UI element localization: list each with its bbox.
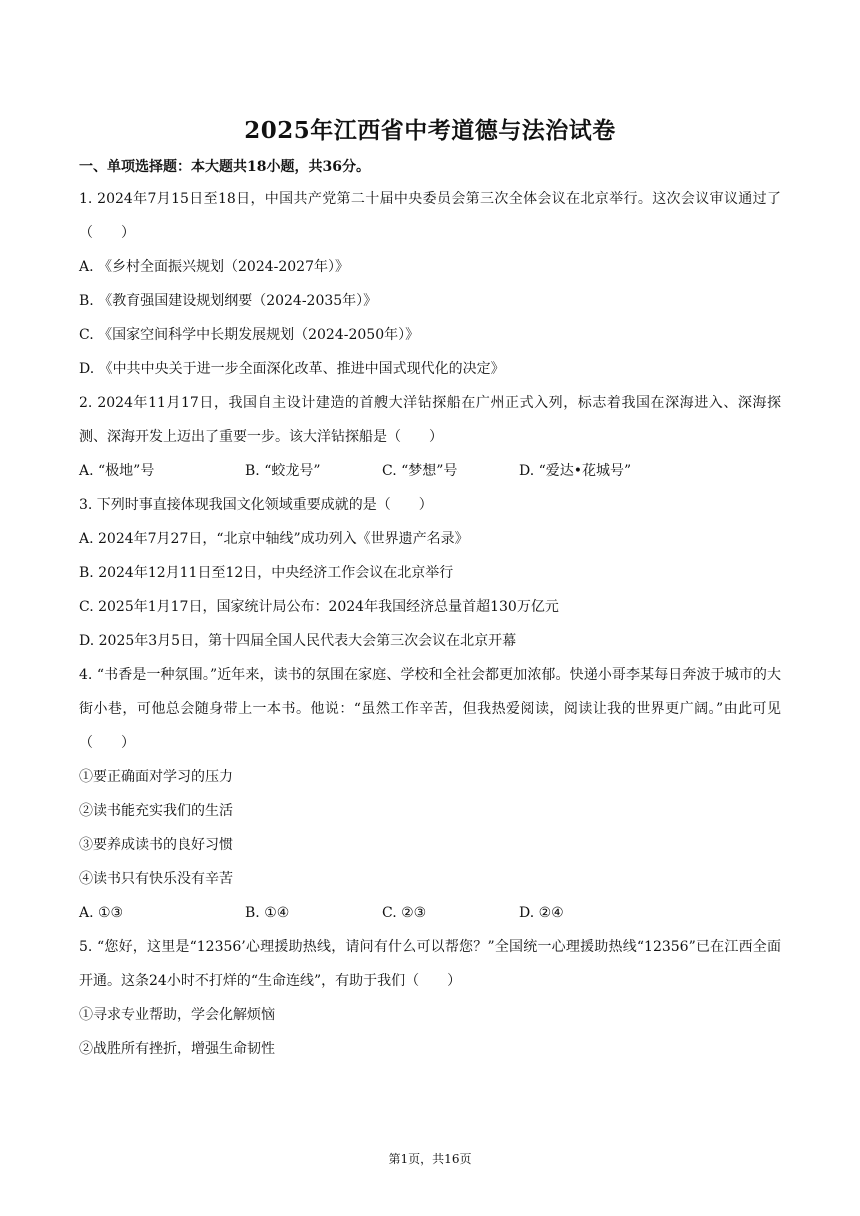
question-2-option-c: C. “梦想”号: [382, 463, 458, 479]
question-4-option-d: D. ②④: [519, 905, 564, 921]
question-1-stem: 1. 2024年7月15日至18日，中国共产党第二十届中央委员会第三次全体会议在北京举行。这次会议审议通过了（ ）: [79, 191, 781, 241]
question-4-item-1: ①要正确面对学习的压力: [79, 769, 233, 785]
page-footer: 第1页，共16页: [388, 1152, 472, 1166]
question-4-option-a: A. ①③: [79, 905, 124, 921]
question-3-option-c: C. 2025年1月17日，国家统计局公布：2024年我国经济总量首超130万亿元: [79, 599, 559, 615]
question-1-option-d: D. 《中共中央关于进一步全面深化改革、推进中国式现代化的决定》: [79, 361, 505, 377]
question-3-option-a: A. 2024年7月27日，“北京中轴线”成功列入《世界遗产名录》: [79, 531, 469, 547]
question-5-item-1: ①寻求专业帮助，学会化解烦恼: [79, 1007, 275, 1023]
question-1-option-a: A. 《乡村全面振兴规划（2024-2027年）》: [79, 259, 349, 275]
question-list: [79, 182, 781, 1066]
question-2-option-b: B. “蛟龙号”: [245, 463, 321, 479]
question-4-item-2: ②读书能充实我们的生活: [79, 803, 233, 819]
section-heading: 一、单项选择题：本大题共18小题，共36分。: [79, 159, 370, 175]
question-2-options: [79, 454, 781, 488]
question-2-option-a: A. “极地”号: [79, 463, 155, 479]
question-4-option-b: B. ①④: [245, 905, 290, 921]
question-2-stem: 2. 2024年11月17日，我国自主设计建造的首艘大洋钻探船在广州正式入列，标志着我国在深海进入、深海探测、深海开发上迈出了重要一步。该大洋钻探船是（ ）: [79, 395, 781, 445]
page-title: 2025年江西省中考道德与法治试卷: [244, 117, 616, 144]
question-4-options: [79, 896, 781, 930]
question-3-option-d: D. 2025年3月5日，第十四届全国人民代表大会第三次会议在北京开幕: [79, 633, 517, 649]
question-4-option-c: C. ②③: [382, 905, 427, 921]
question-4-item-3: ③要养成读书的良好习惯: [79, 837, 233, 853]
question-2-option-d: D. “爱达•花城号”: [519, 463, 632, 479]
question-1-option-c: C. 《国家空间科学中长期发展规划（2024-2050年）》: [79, 327, 420, 343]
question-5-stem: 5. “您好，这里是“12356’心理援助热线，请问有什么可以帮您？”全国统一心理援助热线“12356”已在江西全面开通。这条24小时不打烊的“生命连线”，有助于我们（ ）: [79, 939, 781, 989]
question-1-option-b: B. 《教育强国建设规划纲要（2024-2035年）》: [79, 293, 378, 309]
question-4-item-4: ④读书只有快乐没有辛苦: [79, 871, 233, 887]
question-4-stem: 4. “书香是一种氛围。”近年来，读书的氛围在家庭、学校和全社会都更加浓郁。快递小哥李某每日奔波于城市的大街小巷，可他总会随身带上一本书。他说：“虽然工作辛苦，但我热爱阅读，阅读让我的世界更广阔。”由此可见（ ）: [79, 667, 781, 751]
question-5-item-2: ②战胜所有挫折，增强生命韧性: [79, 1041, 275, 1057]
question-3-stem: 3. 下列时事直接体现我国文化领域重要成就的是（ ）: [79, 497, 433, 513]
question-3-option-b: B. 2024年12月11日至12日，中央经济工作会议在北京举行: [79, 565, 454, 581]
